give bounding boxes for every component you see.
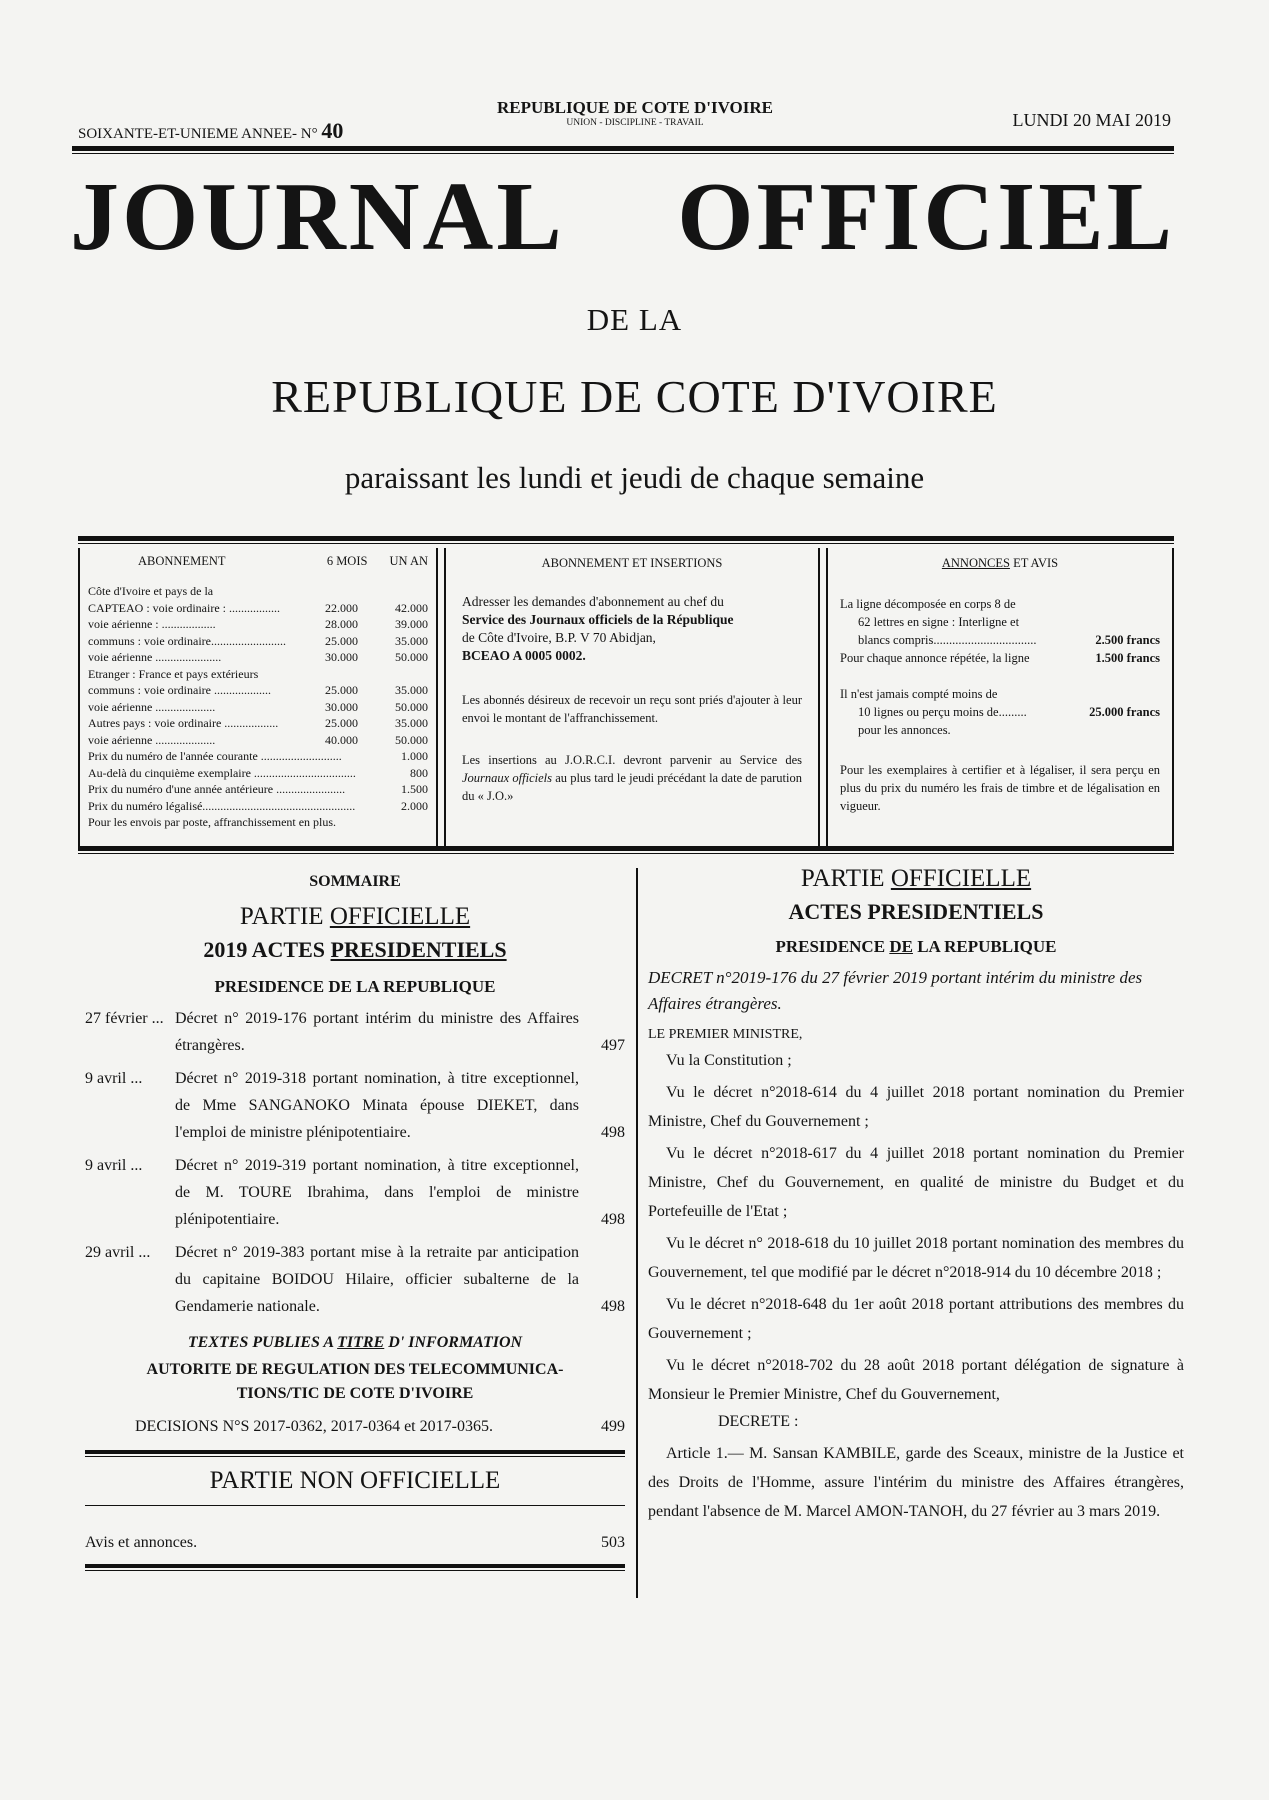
insertions-p3 [462,751,802,805]
box-top-rule-thin [78,543,1174,544]
value-6-mois: 25.000 [325,716,358,730]
abonnement-values [318,600,428,617]
entry-date: 27 février ... [85,1010,164,1027]
box-annonces [826,548,1174,846]
abonnement-values [318,666,428,683]
edition-label [78,118,343,144]
abonnement-row [88,699,428,716]
price-repetee: 1.500 francs [1095,651,1160,665]
box-abonnement [78,548,438,846]
abonnement-values [318,699,428,716]
presidence-c: LA REPUBLIQUE [917,937,1057,956]
abonnement-row [88,682,428,699]
abonnement-label: communs : voie ordinaire......................... [88,633,286,648]
value-un-an [388,666,428,683]
value-un-an: 42.000 [395,600,428,615]
sommaire-rule [85,1450,625,1454]
value-6-mois: 22.000 [325,600,358,615]
partie-officielle [648,865,1184,1529]
visa-paragraph: Vu le décret n°2018-617 du 4 juillet 2018 portant nomination du Premier Ministre, Chef du Gouvernement, en qualité de ministre du Budget et du Portefeuille de l'Etat ; [648,1145,1184,1220]
autorite [85,1358,625,1406]
decisions-page: 499 [601,1418,625,1435]
sommaire-entry [85,1152,625,1233]
price-label: Prix du numéro d'une année antérieure ....................... [88,782,346,796]
sommaire-entry [85,1239,625,1320]
sommaire [85,865,625,1571]
value-6-mois: 25.000 [325,683,358,697]
value-6-mois: 30.000 [325,650,358,664]
decrete: DECRETE : [718,1413,799,1430]
autorite-line-1: AUTORITE DE REGULATION DES TELECOMMUNICA- [146,1361,564,1378]
insertions-p1 [462,593,802,665]
partie-word: PARTIE [239,903,324,930]
sommaire-partie-officielle [85,903,625,931]
edition-text: SOIXANTE-ET-UNIEME ANNEE- N° [78,126,318,142]
annonces-r3-line: pour les annonces. [858,723,951,737]
abonnement-row [88,616,428,633]
abonnement-label: Etranger : France et pays extérieurs [88,666,259,681]
insertions-p1-line: Adresser les demandes d'abonnement au chef du [462,594,724,609]
abonnement-values [318,633,428,650]
masthead-word-officiel: OFFICIEL [677,163,1175,271]
abonnement-label: voie aérienne .................... [88,732,216,747]
abonnement-row [88,732,428,749]
annonces-row-3 [840,685,1160,739]
value-6-mois: 40.000 [325,732,358,747]
abonnement-row [88,583,428,600]
annonces-r1-line: blancs compris................................. [858,633,1037,647]
entry-text: Décret n° 2019-383 portant mise à la retraite par anticipation du capitaine BOIDOU Hilaire, officier subalterne de la Gendamerie nationale. [175,1244,579,1315]
autorite-line-2: TIONS/TIC DE COTE D'IVOIRE [236,1385,474,1402]
abonnement-footer: Pour les envois par poste, affranchissement en plus. [88,815,337,829]
price-label: Prix du numéro légalisé................................................... [88,798,356,813]
avis-text: Avis et annonces. [85,1534,198,1551]
service-name: Service des Journaux officiels de la République [462,612,734,627]
value-un-an: 35.000 [395,633,428,648]
entry-page: 497 [601,1037,625,1054]
annonces-legalisation: Pour les exemplaires à certifier et à légaliser, il sera perçu en plus du prix du numéro les frais de timbre et de légalisation en vigueur. [840,763,1160,813]
textes-c: D' INFORMATION [388,1334,523,1351]
premier-ministre: LE PREMIER MINISTRE, [648,1027,803,1042]
textes-b: TITRE [337,1334,385,1351]
value-un-an: 39.000 [395,617,428,631]
value-un-an: 50.000 [395,732,428,747]
visa-paragraph: Vu le décret n°2018-702 du 28 août 2018 portant délégation de signature à Monsieur le Premier Ministre, Chef du Gouvernement, [648,1357,1184,1403]
sommaire-entry [85,1065,625,1146]
subtitle-parution: paraissant les lundi et jeudi de chaque semaine [344,460,925,495]
value-un-an: 35.000 [395,716,428,730]
value-un-an: 35.000 [395,683,428,697]
insertions-head: ABONNEMENT ET INSERTIONS [541,556,723,570]
decret-title: DECRET n°2019-176 du 27 février 2019 portant intérim du ministre des Affaires étrangères. [648,968,1143,1013]
actes-presidentiels: ACTES PRESIDENTIELS [788,899,1044,924]
year-actes: 2019 ACTES [203,937,326,962]
sommaire-entries [85,1005,625,1320]
abonnement-values [318,583,428,600]
price-value: 800 [410,765,428,780]
annonces-head [840,556,1160,571]
sommaire-rule-thin [85,1456,625,1457]
column-divider [636,868,638,1598]
issue-date: LUNDI 20 MAI 2019 [1012,110,1171,130]
annonces-row-1 [840,595,1160,649]
partie-word: PARTIE [800,865,885,892]
abonnement-values [318,715,428,732]
visa-paragraph: Vu le décret n°2018-648 du 1er août 2018 portant attributions des membres du Gouvernement ; [648,1296,1184,1342]
abonnement-values [318,682,428,699]
sommaire-title: SOMMAIRE [309,873,401,890]
insertions-p3-c: au plus tard le jeudi précédant la date de parution du « J.O.» [462,771,802,803]
abonnement-label: voie aérienne ...................... [88,650,222,664]
insertions-p3-a: Les insertions au J.O.R.C.I. devront parvenir au Service des [462,753,802,767]
abonnement-row [88,600,428,617]
col-6-mois: 6 MOIS [326,554,368,568]
edition-number: 40 [321,118,344,143]
price-minimum: 25.000 francs [1089,705,1160,719]
presidence-heading [648,937,1184,957]
bottom-rule-thin [85,1570,625,1571]
officielle-word: OFFICIELLE [890,865,1032,892]
entry-date: 29 avril ... [85,1244,151,1261]
republic-block [450,98,820,128]
textes-publies [85,1334,625,1352]
price-label: Au-delà du cinquième exemplaire .................................. [88,765,356,780]
sommaire-actes [85,937,625,963]
partie-non-officielle: PARTIE NON OFFICIELLE [209,1467,501,1494]
price-row [88,765,428,782]
visas-list [648,1046,1184,1409]
insertions-p2: Les abonnés désireux de recevoir un reçu sont priés d'ajouter à leur envoi le montant de l'affranchissement. [462,693,802,725]
entry-date: 9 avril ... [85,1070,143,1087]
top-rule [72,146,1174,151]
insertions-p3-b: Journaux officiels [462,771,552,785]
box-bottom-rule-thin [78,853,1174,854]
price-row [88,781,428,798]
abonnement-values [318,732,428,749]
republic-name: REPUBLIQUE DE COTE D'IVOIRE [497,98,773,117]
visa-paragraph: Vu le décret n° 2018-618 du 10 juillet 2018 portant nomination des membres du Gouvernement, tel que modifié par le décret n°2018-914 du 10 décembre 2018 ; [648,1235,1184,1281]
value-6-mois: 30.000 [325,699,358,714]
bottom-rule [85,1564,625,1568]
presidence-a: PRESIDENCE [775,937,886,956]
abonnement-label: voie aérienne .................... [88,699,216,714]
abonnement-label: Côte d'Ivoire et pays de la [88,584,214,598]
abonnement-label: communs : voie ordinaire ................... [88,683,271,697]
price-value: 1.000 [401,749,428,763]
top-rule-thin [72,153,1174,154]
non-officielle-rule [85,1505,625,1506]
price-list [88,748,428,814]
entry-page: 498 [601,1124,625,1141]
subtitle-de-la: DE LA [586,302,683,337]
value-un-an: 50.000 [395,699,428,714]
entry-date: 9 avril ... [85,1157,143,1174]
masthead-word-journal: JOURNAL [70,163,565,271]
col-un-an: UN AN [389,554,428,568]
sommaire-entry [85,1005,625,1059]
annonces-r1-line: La ligne décomposée en corps 8 de [840,597,1016,611]
annonces-r3-line: Il n'est jamais compté moins de [840,687,998,701]
value-6-mois [318,666,358,683]
value-6-mois: 28.000 [325,617,358,631]
price-label: Prix du numéro de l'année courante ........................... [88,749,342,763]
abonnement-row [88,715,428,732]
visa-paragraph: Vu la Constitution ; [666,1052,792,1069]
bceao-code: BCEAO A 0005 0002. [462,648,586,663]
abonnement-table [88,583,428,748]
price-value: 2.000 [401,798,428,813]
avis-page: 503 [601,1534,625,1551]
textes-a: TEXTES PUBLIES A [187,1334,334,1351]
value-un-an: 50.000 [395,650,428,664]
visa-paragraph: Vu le décret n°2018-614 du 4 juillet 2018 portant nomination du Premier Ministre, Chef du Gouvernement ; [648,1084,1184,1130]
abonnement-label: voie aérienne : .................. [88,617,216,631]
insertions-p1-line: de Côte d'Ivoire, B.P. V 70 Abidjan, [462,630,656,645]
abonnement-values [318,616,428,633]
value-6-mois: 25.000 [325,633,358,648]
box-bottom-rule [78,846,1174,851]
abonnement-label: Autres pays : voie ordinaire .................. [88,716,279,730]
entry-page: 498 [601,1298,625,1315]
annonces-head-a: ANNONCES [941,556,1010,570]
annonces-r3-line: 10 lignes ou perçu moins de......... [858,705,1027,719]
officielle-word: OFFICIELLE [329,903,471,930]
abonnement-head: ABONNEMENT [138,554,226,568]
subtitle-republique: REPUBLIQUE DE COTE D'IVOIRE [271,371,998,422]
motto: UNION - DISCIPLINE - TRAVAIL [566,118,704,128]
abonnement-label: CAPTEAO : voie ordinaire : ................. [88,600,280,615]
annonces-head-b: ET AVIS [1013,556,1059,570]
annonces-row-2 [840,649,1160,667]
decisions-entry [85,1418,625,1436]
abonnement-values [318,649,428,666]
presidentiels-word: PRESIDENTIELS [330,937,507,962]
decisions-text: DECISIONS N°S 2017-0362, 2017-0364 et 2017-0365. [135,1418,493,1435]
entry-page: 498 [601,1211,625,1228]
article-1: Article 1.— M. Sansan KAMBILE, garde des Sceaux, ministre de la Justice et des Droits de l'Homme, assure l'intérim du ministre des Affaires étrangères, pendant l'absence de M. Marcel AMON-TANOH, du 27 février au 3 mars 2019. [648,1445,1184,1520]
entry-text: Décret n° 2019-318 portant nomination, à titre exceptionnel, de Mme SANGANOKO Minata épouse DIEKET, dans l'emploi de ministre plénipotentiaire. [175,1070,579,1141]
annonces-r1-line: 62 lettres en signe : Interligne et [858,615,1020,629]
abonnement-row [88,633,428,650]
sommaire-presidence: PRESIDENCE DE LA REPUBLIQUE [214,977,496,996]
value-6-mois [318,583,358,600]
annonces-r2-text: Pour chaque annonce répétée, la ligne [840,651,1030,665]
box-top-rule [78,536,1174,541]
price-value: 1.500 [401,782,428,796]
box-insertions [444,548,820,846]
abonnement-row [88,666,428,683]
masthead [70,163,1175,271]
price-ligne: 2.500 francs [1095,633,1160,647]
entry-text: Décret n° 2019-319 portant nomination, à titre exceptionnel, de M. TOURE Ibrahima, dans l'emploi de ministre plénipotentiaire. [175,1157,579,1228]
price-row [88,748,428,765]
value-un-an [388,583,428,600]
avis-entry [85,1534,625,1552]
abonnement-row [88,649,428,666]
right-partie-officielle [648,865,1184,893]
entry-text: Décret n° 2019-176 portant intérim du ministre des Affaires étrangères. [175,1010,579,1054]
price-row [88,798,428,815]
presidence-b: DE [889,937,913,956]
